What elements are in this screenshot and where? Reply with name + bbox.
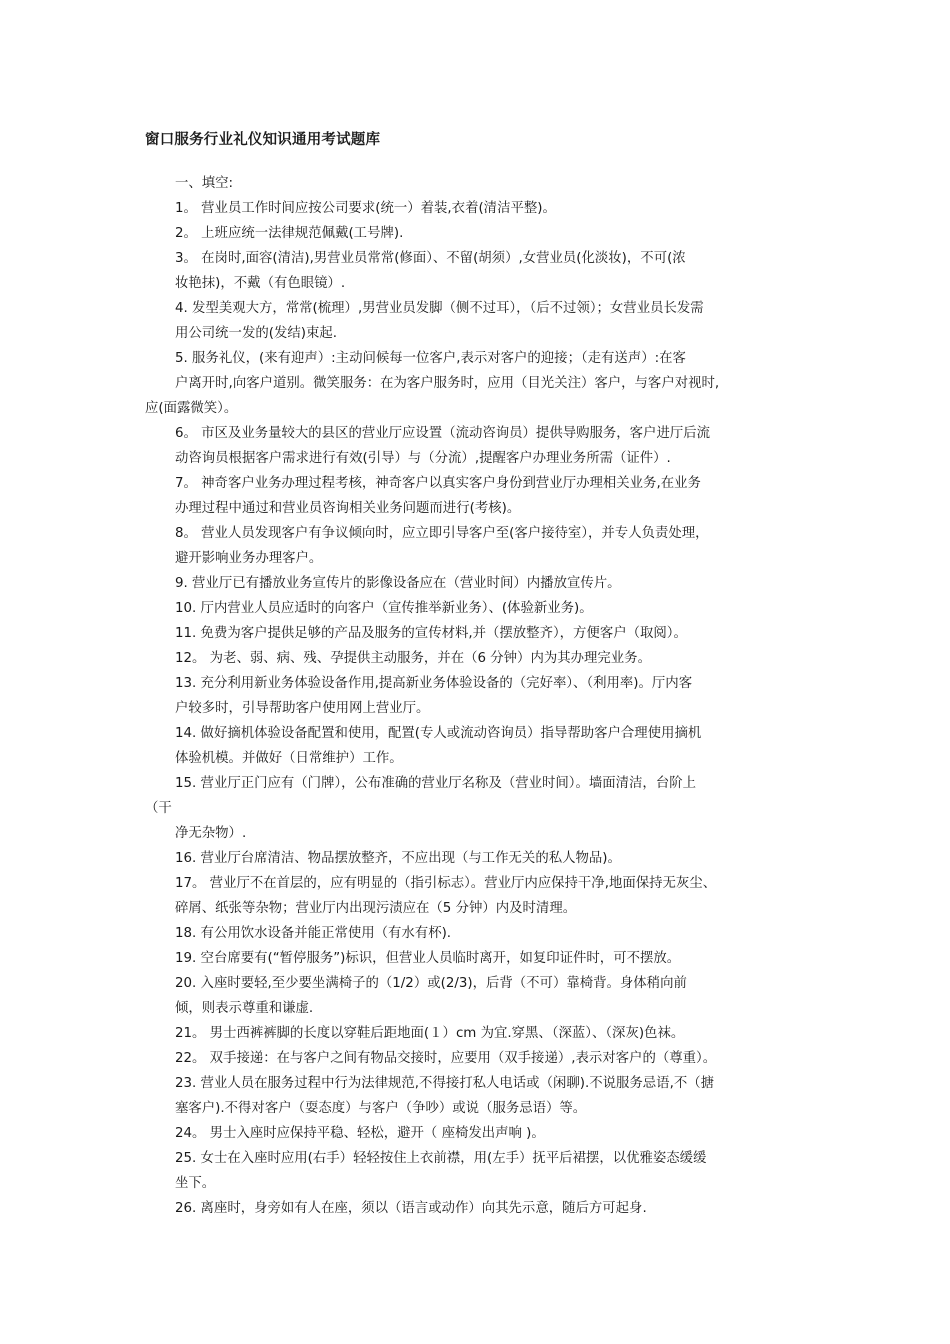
text-line: 21。 男士西裤裤脚的长度以穿鞋后距地面(１）cm 为宜.穿黑、（深蓝）、（深灰)色袜。 — [175, 1026, 685, 1041]
text-line: 22。 双手接递：在与客户之间有物品交接时，应要用（双手接递）,表示对客户的（尊重）。 — [175, 1051, 717, 1066]
text-line: 用公司统一发的(发结)束起. — [175, 326, 338, 341]
text-line: 17。 营业厅不在首层的，应有明显的（指引标志）。营业厅内应保持干净,地面保持无灰尘、 — [175, 876, 717, 891]
text-line: 14. 做好摘机体验设备配置和使用，配置(专人或流动咨询员）指导帮助客户合理使用摘机 — [175, 726, 702, 741]
text-line: 体验机模。并做好（日常维护）工作。 — [175, 751, 403, 766]
text-line: 净无杂物）. — [175, 826, 247, 841]
text-line: 25. 女士在入座时应用(右手）轻轻按住上衣前襟，用(左手）抚平后裙摆，以优雅姿态缓缓 — [175, 1151, 707, 1166]
section-heading: 一、填空: — [175, 176, 234, 191]
text-line: 应(面露微笑）。 — [145, 401, 238, 416]
text-line: 23. 营业人员在服务过程中行为法律规范,不得接打私人电话或（闲聊).不说服务忌语,不（搪 — [175, 1076, 714, 1091]
text-line: 塞客户).不得对客户（耍态度）与客户（争吵）或说（服务忌语）等。 — [175, 1101, 587, 1116]
text-line: 15. 营业厅正门应有（门牌），公布准确的营业厅名称及（营业时间）。墙面清洁，台阶上 — [175, 776, 696, 791]
text-line: 2。 上班应统一法律规范佩戴(工号牌). — [175, 226, 404, 241]
document-title: 窗口服务行业礼仪知识通用考试题库 — [145, 132, 381, 148]
text-line: 3。 在岗时,面容(清洁),男营业员常常(修面）、不留(胡须）,女营业员(化淡妆)，不可(浓 — [175, 251, 686, 266]
text-line: 5. 服务礼仪，(来有迎声）:主动问候每一位客户,表示对客户的迎接；（走有送声）:在客 — [175, 351, 686, 366]
text-line: 4. 发型美观大方，常常(梳理）,男营业员发脚（侧不过耳），（后不过领）；女营业员长发需 — [175, 301, 704, 316]
text-line: 9. 营业厅已有播放业务宣传片的影像设备应在（营业时间）内播放宣传片。 — [175, 576, 621, 591]
text-line: （干 — [145, 801, 172, 816]
text-line: 26. 离座时，身旁如有人在座，须以（语言或动作）向其先示意，随后方可起身. — [175, 1201, 647, 1216]
text-line: 11. 免费为客户提供足够的产品及服务的宣传材料,并（摆放整齐），方便客户（取阅）。 — [175, 626, 687, 641]
text-line: 6。 市区及业务量较大的县区的营业厅应设置（流动咨询员）提供导购服务，客户进厅后流 — [175, 426, 711, 441]
text-line: 坐下。 — [175, 1176, 216, 1191]
text-line: 避开影响业务办理客户。 — [175, 551, 323, 566]
text-line: 24。 男士入座时应保持平稳、轻松，避开（ 座椅发出声响 )。 — [175, 1126, 545, 1141]
text-line: 18. 有公用饮水设备并能正常使用（有水有杯). — [175, 926, 452, 941]
text-line: 10. 厅内营业人员应适时的向客户（宣传推举新业务）、(体验新业务)。 — [175, 601, 593, 616]
text-line: 动咨询员根据客户需求进行有效(引导）与（分流）,提醒客户办理业务所需（证件）. — [175, 451, 671, 466]
text-line: 7。 神奇客户业务办理过程考核，神奇客户以真实客户身份到营业厅办理相关业务,在业务 — [175, 476, 701, 491]
text-line: 户离开时,向客户道别。微笑服务：在为客户服务时，应用（目光关注）客户，与客户对视时, — [175, 376, 720, 391]
text-line: 12。 为老、弱、病、残、孕提供主动服务，并在（6 分钟）内为其办理完业务。 — [175, 651, 651, 666]
text-line: 19. 空台席要有(“暂停服务”)标识，但营业人员临时离开，如复印证件时，可不摆放。 — [175, 951, 681, 966]
text-line: 1。 营业员工作时间应按公司要求(统一）着装,衣着(清洁平整)。 — [175, 201, 556, 216]
text-line: 倾，则表示尊重和谦虚. — [175, 1001, 314, 1016]
text-line: 办理过程中通过和营业员咨询相关业务问题而进行(考核)。 — [175, 501, 521, 516]
text-line: 户较多时，引导帮助客户使用网上营业厅。 — [175, 701, 430, 716]
text-line: 13. 充分利用新业务体验设备作用,提高新业务体验设备的（完好率）、（利用率)。厅内客 — [175, 676, 693, 691]
text-line: 20. 入座时要轻,至少要坐满椅子的（1/2）或(2/3)，后背（不可）靠椅背。身体稍向前 — [175, 976, 687, 991]
text-line: 8。 营业人员发现客户有争议倾向时，应立即引导客户至(客户接待室），并专人负责处理， — [175, 526, 709, 541]
text-line: 妆艳抹)，不戴（有色眼镜）. — [175, 276, 346, 291]
text-line: 碎屑、纸张等杂物；营业厅内出现污渍应在（5 分钟）内及时清理。 — [175, 901, 577, 916]
text-line: 16. 营业厅台席清洁、物品摆放整齐，不应出现（与工作无关的私人物品)。 — [175, 851, 621, 866]
